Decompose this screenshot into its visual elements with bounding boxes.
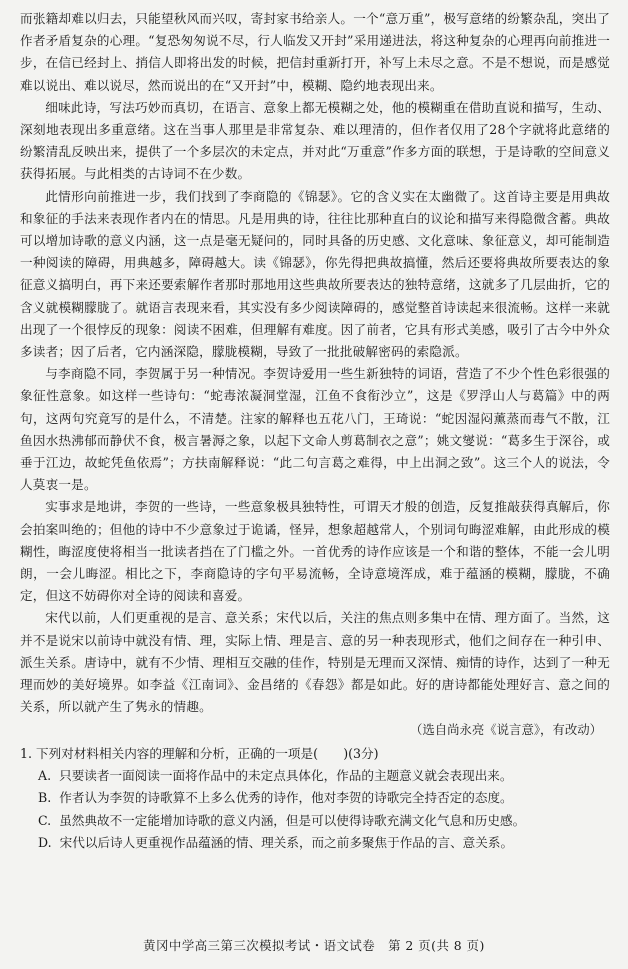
option-letter: C. — [38, 812, 52, 828]
paragraph-4: 与李商隐不同，李贺属于另一种情况。李贺诗爱用一些生新独特的词语，营造了不少个性色彩很强的象征性意象。如这样一些诗句：“蛇毒浓凝洞堂湿，江鱼不食衔沙立”，这是《罗浮山人与葛篇》中的两句，这两句究竟写的是什么，不清楚。注家的解释也五花八门，王琦说：“蛇因湿闷薰蒸而毒气不散，江鱼因水热沸郁而静伏不食，极言暑溽之象，以起下文命人剪葛制衣之意”；姚文燮说：“葛多生于深谷，或垂于江边，故蛇凭鱼依焉”；方扶南解释说：“此二句言葛之难得，中上出洞之致”。这三个人的说法，令人莫衷一是。 — [20, 366, 610, 493]
option-letter: D. — [38, 835, 52, 851]
option-letter: B. — [38, 790, 52, 806]
question-1 — [20, 743, 610, 765]
option-a — [38, 765, 610, 787]
option-text: 虽然典故不一定能增加诗歌的意义内涵，但是可以使得诗歌充满文化气息和历史感。 — [59, 812, 526, 828]
option-b — [38, 787, 610, 809]
paragraph-2: 细味此诗，写法巧妙而真切，在语言、意象上都无模糊之处，他的模糊重在借助直说和描写，生动、深刻地表现出多重意绪。这在当事人那里是非常复杂、难以理清的，但作者仅用了28个字就将此意绪的纷繁清乱反映出来，提供了一个多层次的未定点，并对此“万重意”作多方面的联想，于是诗歌的空间意义获得拓展。与此相类的古诗词不在少数。 — [20, 99, 610, 182]
paragraph-6: 宋代以前，人们更重视的是言、意关系；宋代以后，关注的焦点则多集中在情、理方面了。当然，这并不是说宋以前诗中就没有情、理，实际上情、理是言、意的另一种表现形式，他们之间存在一种引申、派生关系。唐诗中，就有不少情、理相互交融的佳作，特别是无理而又深情、痴情的诗作，达到了一种无理而妙的美好境界。如李益《江南词》、金昌绪的《春怨》都是如此。好的唐诗都能处理好言、意之间的关系，所以就产生了隽永的情趣。 — [20, 610, 610, 715]
paragraph-5: 实事求是地讲，李贺的一些诗，一些意象极具独特性，可谓天才般的创造，反复推敲获得真解后，你会拍案叫绝的；但他的诗中不少意象过于诡谲，怪异，想象超越常人，个别词句晦涩难解，由此形成的模糊性，晦涩度使将相当一批读者挡在了门槛之外。一首优秀的诗作应该是一个和谐的整体，不能一会儿明朗，一会儿晦涩。相比之下，李商隐诗的字句平易流畅，全诗意境浑成，难于蕴涵的模糊，朦胧，不确定，但这不妨碍你对全诗的阅读和喜爱。 — [20, 499, 610, 604]
option-text: 宋代以后诗人更重视作品蕴涵的情、理关系，而之前多聚焦于作品的言、意关系。 — [59, 835, 514, 851]
paragraph-1: 而张籍却难以归去，只能望秋风而兴叹，寄封家书给亲人。一个“意万重”，极写意绪的纷繁杂乱，突出了作者矛盾复杂的心理。“复恐匆匆说不尽，行人临发又开封”采用递进法，将这种复杂的心理再向前推进一步，在信已经封上、捎信人即将出发的时候，把信封重新打开，补写上未尽之意。不是不想说，而是感觉难以说出、难以说尽，然而说出的在“又开封”中，模糊、隐约地表现出来。 — [20, 11, 610, 93]
option-text: 只要读者一面阅读一面将作品中的未定点具体化，作品的主题意义就会表现出来。 — [59, 767, 513, 783]
paragraph-3: 此情形向前推进一步，我们找到了李商隐的《锦瑟》。它的含义实在太幽微了。这首诗主要是用典故和象征的手法来表现作者内在的情思。凡是用典的诗，往往比那种直白的议论和描写来得隐微含蓄。典故可以增加诗歌的意义内涵，这一点是毫无疑问的，同时具备的历史感、文化意味、象征意义，却可能制造一种阅读的障碍，用典越多，障碍越大。读《锦瑟》，你先得把典故搞懂，然后还要将典故所要表达的象征意义搞明白，再下来还要索解作者那时那地用这些典故所要表达的独特意绪，这就多了几层曲折，它的含义就模糊朦胧了。就语言表现来看，其实没有多少阅读障碍的，感觉整首诗读起来很流畅。这样一来就出现了一个很悖反的现象：阅读不困难，但理解有难度。因了前者，它具有形式美感，吸引了古今中外众多读者；因了后者，它内涵深隐，朦胧模糊，导致了一批批破解密码的索隐派。 — [20, 188, 610, 360]
source-citation: （选自尚永亮《说言意》，有改动） — [409, 721, 602, 737]
option-c — [38, 810, 610, 832]
question-stem: 下列对材料相关内容的理解和分析，正确的一项是( )(3分) — [36, 745, 379, 761]
option-d — [38, 832, 610, 854]
option-letter: A. — [38, 767, 52, 783]
question-number: 1. — [20, 745, 33, 761]
page-footer: 黄冈中学高三第三次模拟考试・语文试卷 第 2 页(共 8 页) — [143, 938, 485, 953]
option-text: 作者认为李贺的诗歌算不上多么优秀的诗作，他对李贺的诗歌完全持否定的态度。 — [59, 790, 513, 806]
